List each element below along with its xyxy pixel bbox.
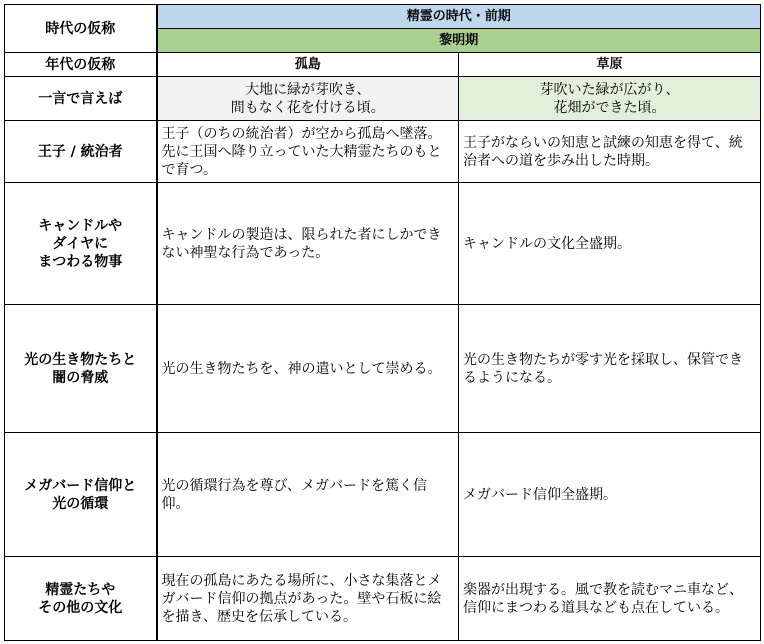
cell-summary-island: 大地に緑が芽吹き、 間もなく花を付ける頃。 xyxy=(157,77,459,121)
row-label-generation-name: 年代の仮称 xyxy=(5,53,157,77)
row-label-candle: キャンドルや ダイヤに まつわる物事 xyxy=(5,183,157,305)
cell-culture-meadow: 楽器が出現する。風で教を読むマニ車など、信仰にまつわる道具なども点在している。 xyxy=(459,557,761,641)
period-header: 精霊の時代・前期 xyxy=(157,5,761,29)
cell-culture-island: 現在の孤島にあたる場所に、小さな集落とメガバード信仰の拠点があった。壁や石板に絵を描き、歴史を伝承している。 xyxy=(157,557,459,641)
cell-summary-meadow: 芽吹いた緑が広がり、 花畑ができた頃。 xyxy=(459,77,761,121)
row-label-era-name: 時代の仮称 xyxy=(5,5,157,53)
row-label-summary-text: 一言で言えば xyxy=(38,90,123,107)
cell-prince-meadow: 王子がならいの知恵と試練の知恵を得て、統治者への道を歩み出した時期。 xyxy=(459,121,761,183)
row-label-prince: 王子 / 統治者 xyxy=(5,121,157,183)
cell-megabird-island: 光の循環行為を尊び、メガバードを篤く信仰。 xyxy=(157,433,459,557)
cell-megabird-meadow: メガバード信仰全盛期。 xyxy=(459,433,761,557)
row-label-culture: 精霊たちや その他の文化 xyxy=(5,557,157,641)
cell-candle-island: キャンドルの製造は、限られた者にしかできない神聖な行為であった。 xyxy=(157,183,459,305)
era-table xyxy=(4,4,761,641)
cell-light-meadow: 光の生き物たちが零す光を採取し、保管できるようになる。 xyxy=(459,305,761,433)
cell-light-island: 光の生き物たちを、神の遣いとして崇める。 xyxy=(157,305,459,433)
column-header-island: 孤島 xyxy=(157,53,459,77)
row-label-summary xyxy=(5,77,157,121)
column-header-meadow: 草原 xyxy=(459,53,761,77)
row-label-megabird: メガバード信仰と 光の循環 xyxy=(5,433,157,557)
subperiod-header: 黎明期 xyxy=(157,29,761,53)
cell-candle-meadow: キャンドルの文化全盛期。 xyxy=(459,183,761,305)
cell-prince-island: 王子（のちの統治者）が空から孤島へ墜落。先に王国へ降り立っていた大精霊たちのもとで育つ。 xyxy=(157,121,459,183)
row-label-light: 光の生き物たちと 闇の脅威 xyxy=(5,305,157,433)
